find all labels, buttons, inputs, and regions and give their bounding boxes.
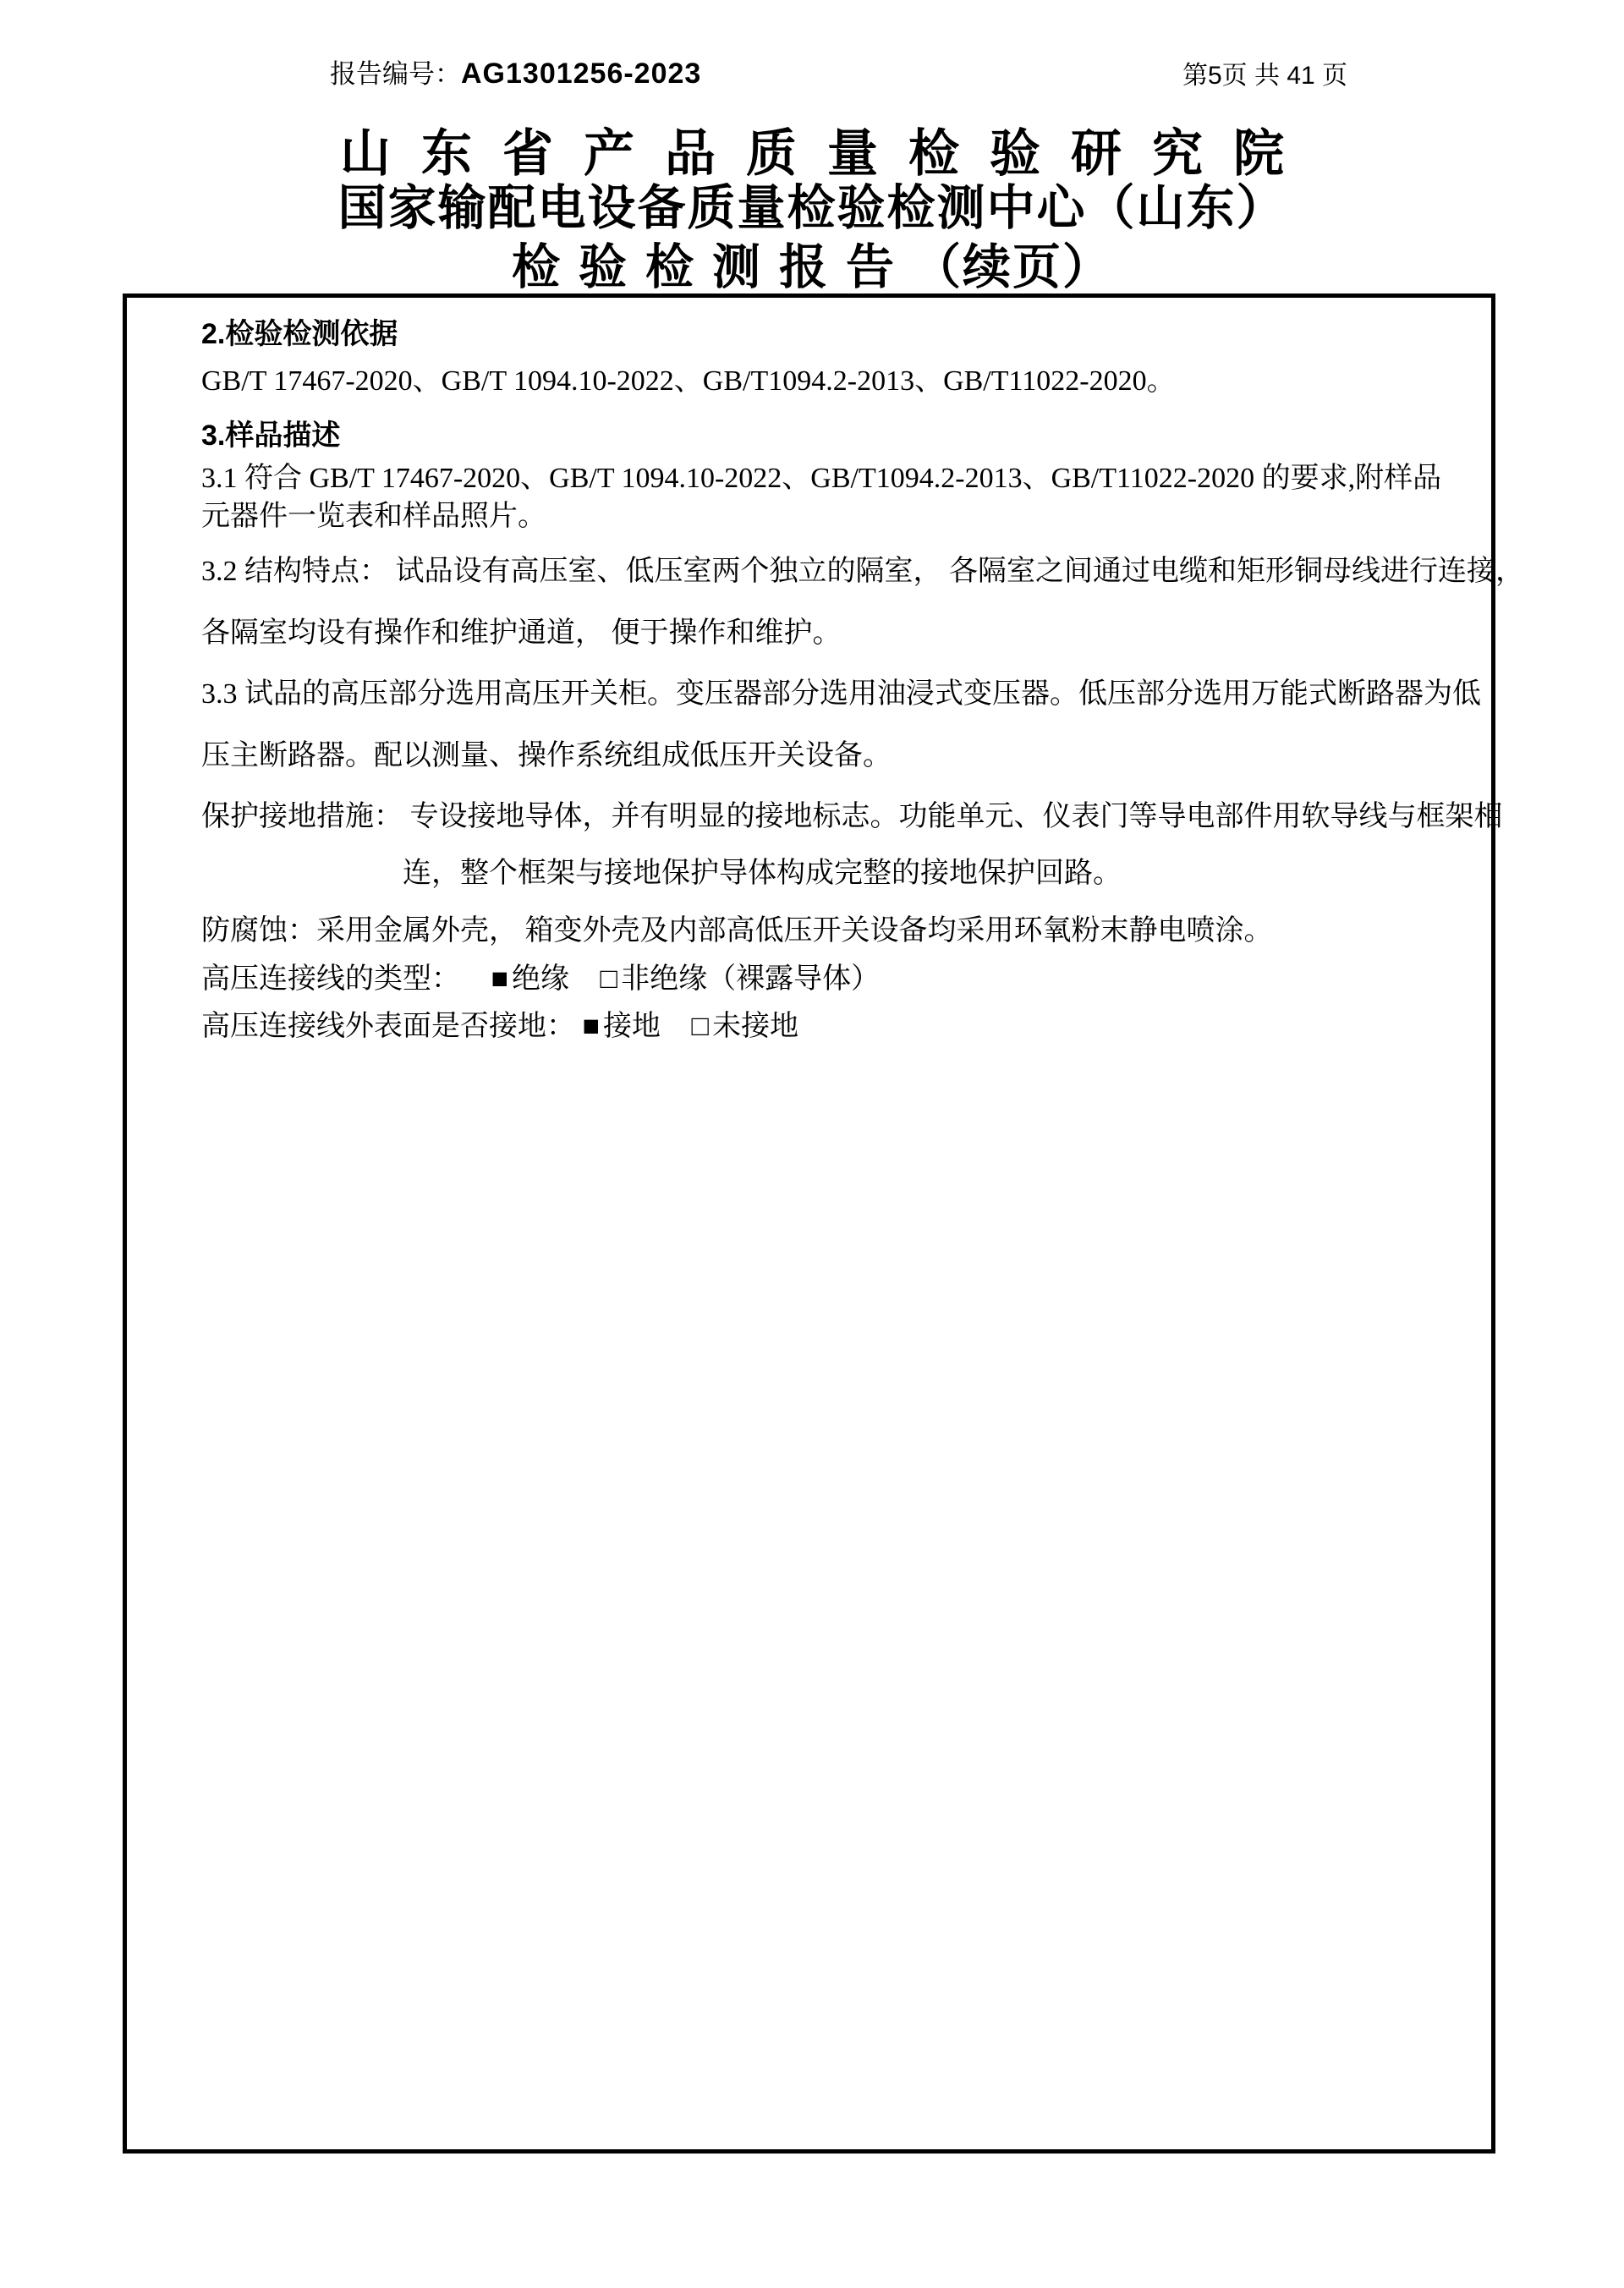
anticorrosion-line: 防腐蚀：采用金属外壳， 箱变外壳及内部高低压开关设备均采用环氧粉末静电喷涂。	[201, 915, 1273, 946]
hv-line-type-option-noninsulated	[601, 963, 881, 995]
hv-line-type-option-insulated	[491, 963, 570, 995]
para-3-3-line-1: 3.3 试品的高压部分选用高压开关柜。变压器部分选用油浸式变压器。低压部分选用万能式断路器为低	[201, 678, 1481, 710]
report-title-suffix: （续页）	[913, 240, 1112, 294]
section-2-body: GB/T 17467-2020、GB/T 1094.10-2022、GB/T1094.2-2013、GB/T11022-2020。	[201, 365, 1176, 397]
page-number-info: 第5页 共 41 页	[1182, 62, 1348, 90]
para-3-2-line-1: 3.2 结构特点： 试品设有高压室、低压室两个独立的隔室， 各隔室之间通过电缆和矩形铜母线进行连接，	[201, 556, 1524, 587]
para-3-3-line-2: 压主断路器。配以测量、操作系统组成低压开关设备。	[201, 740, 892, 771]
unchecked-checkbox-icon: □	[600, 963, 618, 995]
hv-line-type-option-noninsulated-label: 非绝缘（裸露导体）	[621, 963, 881, 995]
para-3-1-line-1: 3.1 符合 GB/T 17467-2020、GB/T 1094.10-2022、GB/T1094.2-2013、GB/T11022-2020 的要求,附样品	[201, 463, 1442, 494]
para-3-1-line-2: 元器件一览表和样品照片。	[201, 501, 546, 532]
section-2-heading: 2.检验检测依据	[201, 318, 398, 350]
para-3-2-line-2: 各隔室均设有操作和维护通道， 便于操作和维护。	[201, 617, 842, 649]
report-number-value: AG1301256-2023	[461, 58, 702, 90]
hv-line-surface-ground-row	[201, 1009, 1457, 1044]
hv-ground-option-grounded	[583, 1011, 661, 1042]
report-content-box	[123, 294, 1524, 2154]
hv-ground-option-ungrounded	[692, 1011, 799, 1042]
hv-ground-option-ungrounded-label: 未接地	[712, 1011, 799, 1042]
hv-line-type-label: 高压连接线的类型：	[201, 963, 460, 995]
center-title: 国家输配电设备质量检验检测中心（山东）	[337, 181, 1287, 235]
hv-line-surface-ground-label: 高压连接线外表面是否接地：	[201, 1011, 575, 1042]
hv-line-type-option-insulated-label: 绝缘	[512, 963, 570, 995]
checked-checkbox-icon: ■	[582, 1011, 601, 1042]
grounding-measures-line-1: 保护接地措施： 专设接地导体，并有明显的接地标志。功能单元、仪表门等导电部件用软导线与框架相	[201, 801, 1503, 832]
checked-checkbox-icon: ■	[491, 963, 509, 995]
hv-ground-option-grounded-label: 接地	[603, 1011, 661, 1042]
unchecked-checkbox-icon: □	[691, 1011, 710, 1042]
section-3-heading: 3.样品描述	[201, 420, 341, 452]
org-title: 山东省产品质量检验研究院	[340, 125, 1314, 182]
report-title	[0, 228, 1624, 298]
report-number-label: 报告编号：	[330, 59, 461, 89]
report-number	[330, 52, 701, 91]
report-title-main: 检验检测报告	[512, 240, 913, 294]
grounding-measures-line-2: 连，整个框架与接地保护导体构成完整的接地保护回路。	[403, 858, 1122, 889]
hv-line-type-row	[201, 962, 1457, 996]
